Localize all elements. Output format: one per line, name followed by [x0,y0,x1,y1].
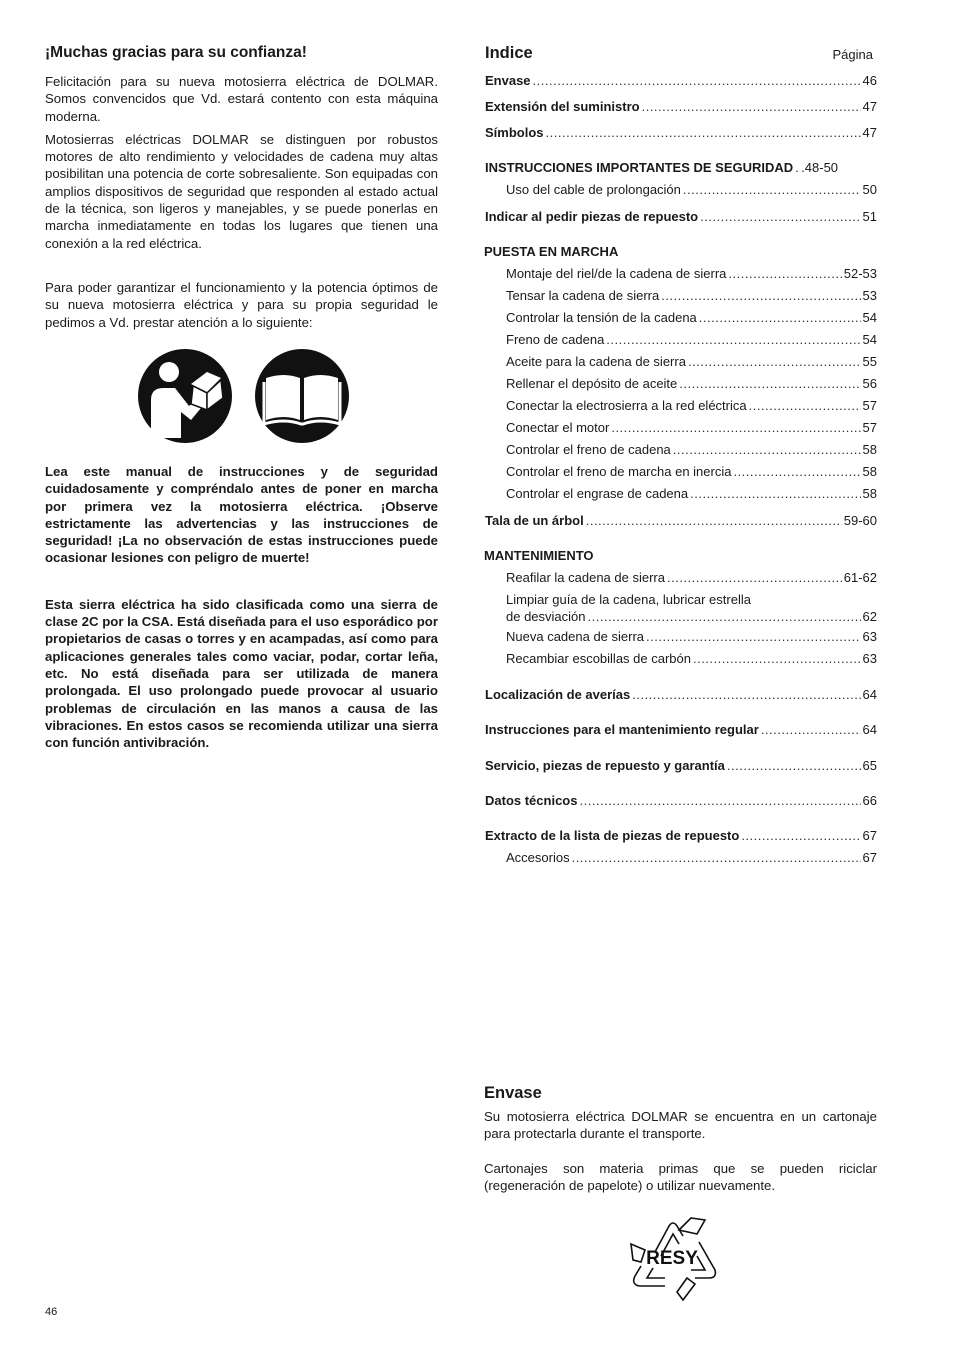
toc-puesta-label: Tensar la cadena de sierra [506,288,660,303]
toc-puesta-label: Controlar la tensión de la cadena [506,310,697,325]
recycle-icon [625,1212,721,1302]
toc-limpiar[interactable] [485,591,877,625]
toc-puesta-item[interactable] [485,395,877,417]
toc-limpiar-line2: de desviación [506,609,586,624]
toc-puesta-page: 57 [862,420,877,435]
toc-puesta-page: 56 [862,376,877,391]
toc-puesta-label: Montaje del riel/de la cadena de sierra [506,266,727,281]
toc-pedir[interactable]: Indicar al pedir piezas de repuesto ..... 51 [485,206,877,228]
index-header [485,44,877,70]
toc-tala[interactable]: Tala de un árbol ..... 59-60 [485,510,877,532]
toc-extracto[interactable]: Extracto de la lista de piezas de repuesto ..... 67 [485,825,877,847]
toc-puesta-page: 58 [862,486,877,501]
index-title: Indice [485,44,533,62]
toc-limpiar-line1: Limpiar guía de la cadena, lubricar estrella [506,592,751,607]
toc-puesta-page: 54 [862,310,877,325]
toc-puesta-page: 58 [862,442,877,457]
toc-puesta-item[interactable] [485,307,877,329]
toc-puesta-item[interactable] [485,439,877,461]
warnings [45,463,438,751]
toc-simbolos[interactable]: Símbolos ..... 47 [485,122,877,144]
envase-paragraph-2: Cartonajes son materia primas que se pueden riciclar (regeneración de papelote) o utilizar nuevamente. [484,1160,877,1193]
intro-paragraph-3: Para poder garantizar el funcionamiento y la potencia óptimos de su nueva motosierra eléctrica y para su propia seguridad le pedimos a Vd. prestar atención a lo siguiente: [45,279,438,330]
intro-column [45,44,438,331]
envase-title: Envase [484,1084,542,1102]
read-manual-person-icon [137,348,233,444]
index-column [485,44,877,869]
page-column-header: Página [832,47,873,62]
toc-envase[interactable]: Envase ..... 46 [485,70,877,92]
page-number: 46 [45,1306,58,1318]
toc-mantenimiento-regular[interactable]: Instrucciones para el mantenimiento regular ..... 64 [485,719,877,741]
toc-puesta-label: Aceite para la cadena de sierra [506,354,686,369]
toc-puesta-page: 53 [862,288,877,303]
toc-puesta-item[interactable] [485,373,877,395]
toc-puesta-label: Conectar el motor [506,420,610,435]
section-puesta-en-marcha: PUESTA EN MARCHA [484,244,619,259]
toc-datos-tecnicos[interactable]: Datos técnicos ..... 66 [485,790,877,812]
toc-puesta-item[interactable] [485,461,877,483]
toc-puesta-label: Rellenar el depósito de aceite [506,376,678,391]
toc-puesta-label: Freno de cadena [506,332,605,347]
toc-puesta-label: Controlar el engrase de cadena [506,486,689,501]
toc-puesta-item[interactable] [485,263,877,285]
open-book-icon [254,348,350,444]
envase-paragraph-1: Su motosierra eléctrica DOLMAR se encuentra en un cartonaje para protectarla durante el transporte. [484,1109,877,1142]
toc-nueva-cadena[interactable]: Nueva cadena de sierra ..... 63 [485,626,877,648]
toc-puesta-label: Conectar la electrosierra a la red eléctrica [506,398,747,413]
intro-title: ¡Muchas gracias para su confianza! [45,44,307,61]
toc-accesorios[interactable]: Accesorios ..... 67 [485,847,877,869]
toc-puesta-page: 57 [862,398,877,413]
toc-reafilar[interactable]: Reafilar la cadena de sierra ..... 61-62 [485,567,877,589]
toc-puesta-page: 54 [862,332,877,347]
toc-puesta-label: Controlar el freno de marcha en inercia [506,464,732,479]
section-mantenimiento: MANTENIMIENTO [484,548,594,563]
safety-icons [137,348,353,446]
toc-cable[interactable]: Uso del cable de prolongación ..... 50 [485,179,877,201]
toc-puesta-item[interactable] [485,483,877,505]
toc-puesta-page: 55 [862,354,877,369]
toc-puesta-item[interactable] [485,417,877,439]
toc-puesta-label: Controlar el freno de cadena [506,442,671,457]
puesta-list [485,263,877,505]
toc-suministro[interactable]: Extensión del suministro ..... 47 [485,96,877,118]
warning-csa-class: Esta sierra eléctrica ha sido clasificada como una sierra de clase 2C por la CSA. Está diseñada para el uso esporádico por propietarios de casas o torres y en acampadas, así como para aplicaciones generales tales como vaciar, podar, cortar leña, etc. No está diseñada para ser utilizada de manera prolongada. El uso prolongado puede provocar al usuario problemas de circulación en las manos a causa de las vibraciones. En estos casos se recomienda utilizar una sierra con función antivibración. [45,596,438,751]
toc-puesta-item[interactable] [485,329,877,351]
envase-section [484,1084,877,1194]
toc-puesta-page: 52-53 [843,266,877,281]
recycle-logo-text: RESY [646,1248,698,1269]
toc-limpiar-page: 62 [862,609,877,624]
intro-paragraph-2: Motosierras eléctricas DOLMAR se distinguen por robustos motores de alto rendimiento y velocidades de cadena muy altas posibilitan una potencia de corte sobresaliente. Son equipadas con amplios dispositivos de seguridad que responden al estado actual de la técnica, son ligeros y manejables, y se puede ponerlas en marcha inmediatamente en todas los lugares que tienen una conexión a la red eléctrica. [45,131,438,251]
toc-puesta-item[interactable] [485,351,877,373]
toc-seguridad[interactable]: INSTRUCCIONES IMPORTANTES DE SEGURIDAD ..... .48-50 [485,157,877,179]
warning-read-manual: Lea este manual de instrucciones y de seguridad cuidadosamente y compréndalo antes de poner en marcha por primera vez la motosierra eléctrica. ¡Observe estrictamente las advertencias y las instrucciones de seguridad! ¡La no observación de estas instrucciones puede ocasionar lesiones con peligro de muerte! [45,464,438,566]
toc-escobillas[interactable]: Recambiar escobillas de carbón ..... 63 [485,648,877,670]
toc-averias[interactable]: Localización de averías ..... 64 [485,684,877,706]
intro-paragraph-1: Felicitación para su nueva motosierra eléctrica de DOLMAR. Somos convencidos que Vd. estará contento con esta máquina moderna. [45,74,438,124]
toc-servicio[interactable]: Servicio, piezas de repuesto y garantía ..... 65 [485,755,877,777]
toc-puesta-page: 58 [862,464,877,479]
toc-puesta-item[interactable] [485,285,877,307]
